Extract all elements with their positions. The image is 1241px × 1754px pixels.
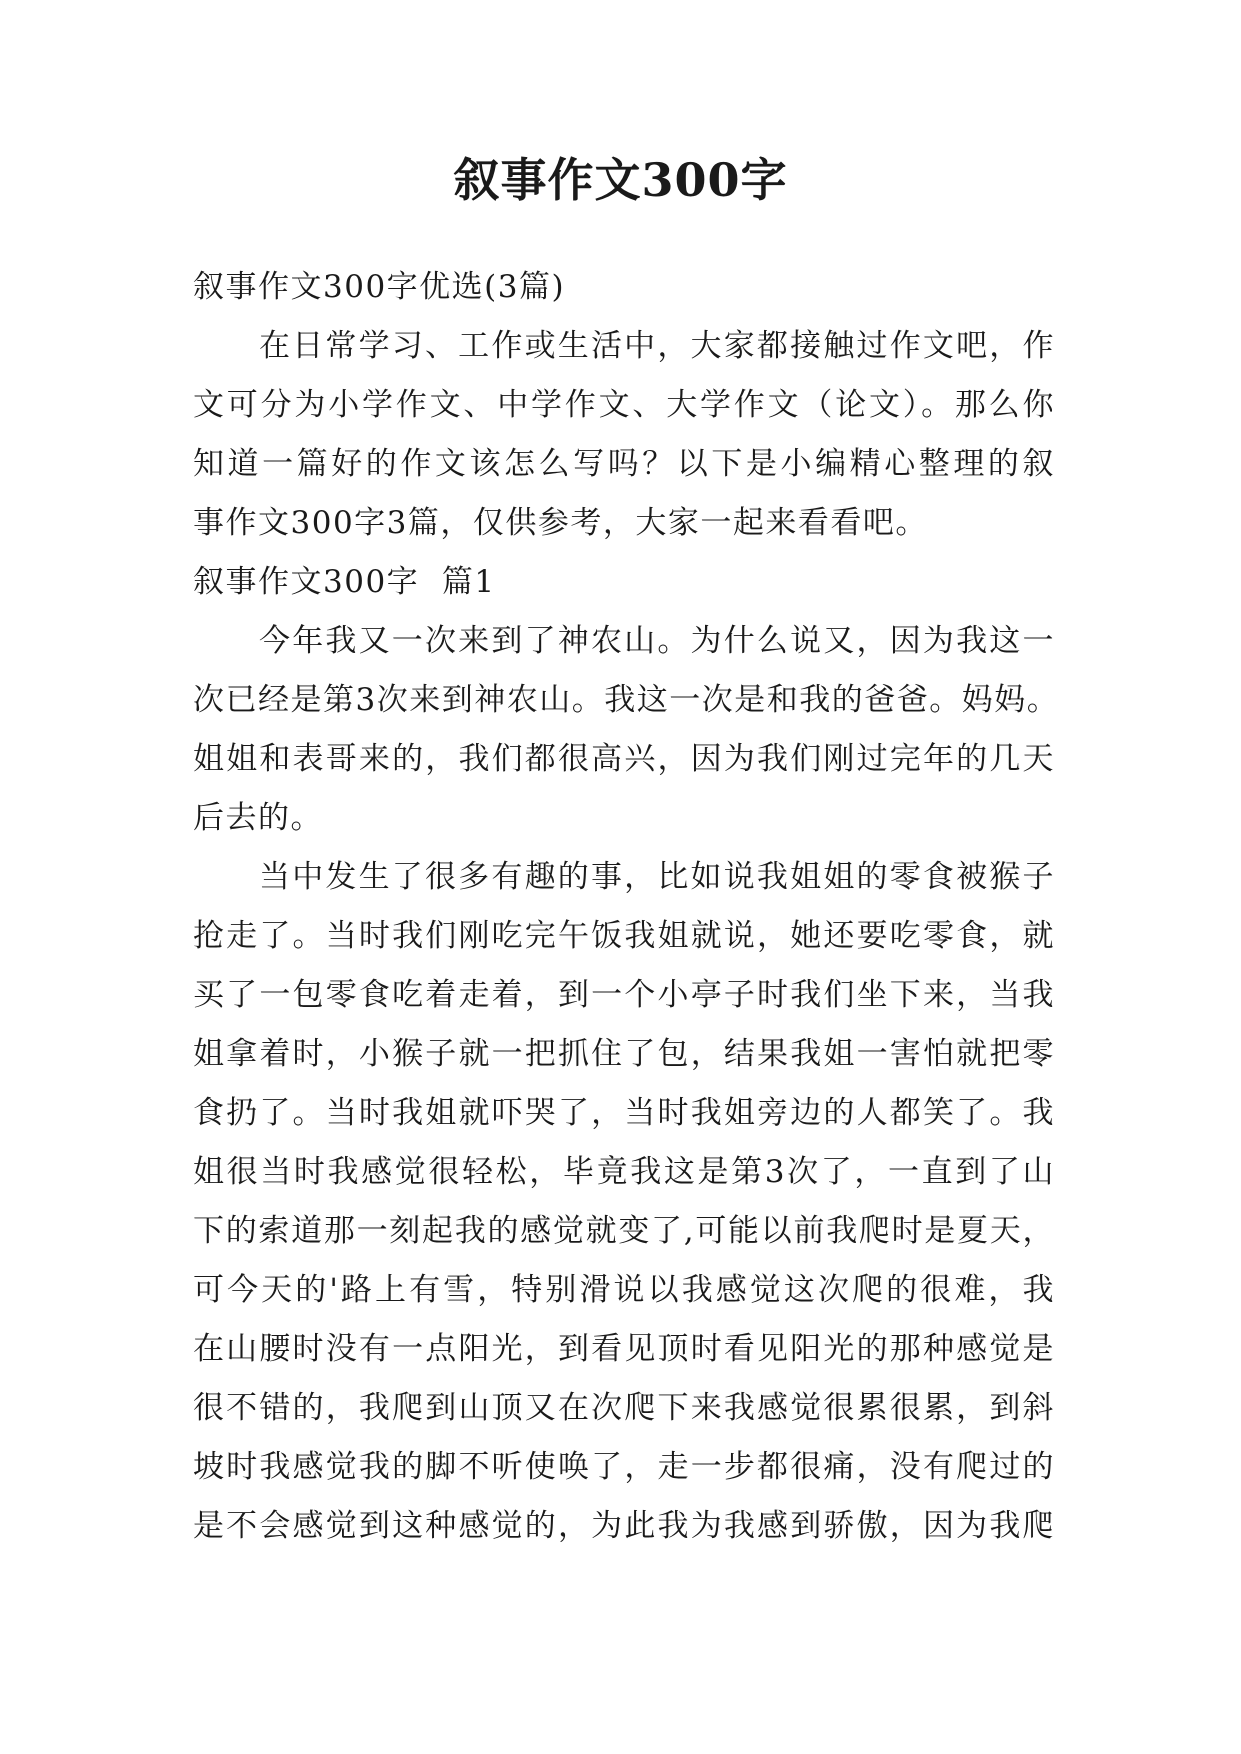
paragraph-line: 在山腰时没有一点阳光，到看见顶时看见阳光的那种感觉是 [193, 1331, 1055, 1367]
paragraph-line: 文可分为小学作文、中学作文、大学作文（论文）。那么你 [193, 387, 1055, 423]
section-heading: 叙事作文300字优选(3篇) [193, 269, 566, 305]
paragraph-line: 姐很当时我感觉很轻松，毕竟我这是第3次了，一直到了山 [193, 1154, 1055, 1190]
paragraph-line: 可今天的'路上有雪，特别滑说以我感觉这次爬的很难，我 [193, 1272, 1055, 1308]
paragraph-line: 在日常学习、工作或生活中，大家都接触过作文吧，作 [259, 328, 1055, 364]
paragraph-line: 今年我又一次来到了神农山。为什么说又，因为我这一 [259, 623, 1055, 659]
paragraph-line: 下的索道那一刻起我的感觉就变了,可能以前我爬时是夏天， [193, 1213, 1055, 1249]
paragraph-line: 买了一包零食吃着走着，到一个小亭子时我们坐下来，当我 [193, 977, 1055, 1013]
paragraph-line: 当中发生了很多有趣的事，比如说我姐姐的零食被猴子 [259, 859, 1055, 895]
paragraph-line: 坡时我感觉我的脚不听使唤了，走一步都很痛，没有爬过的 [193, 1449, 1055, 1485]
paragraph-line: 抢走了。当时我们刚吃完午饭我姐就说，她还要吃零食，就 [193, 918, 1055, 954]
paragraph-line: 知道一篇好的作文该怎么写吗？以下是小编精心整理的叙 [193, 446, 1055, 482]
page-title: 叙事作文300字 [453, 153, 788, 207]
paragraph-line: 食扔了。当时我姐就吓哭了，当时我姐旁边的人都笑了。我 [193, 1095, 1055, 1131]
paragraph-line: 姐拿着时，小猴子就一把抓住了包，结果我姐一害怕就把零 [193, 1036, 1055, 1072]
paragraph-line: 是不会感觉到这种感觉的，为此我为我感到骄傲，因为我爬 [193, 1508, 1055, 1544]
paragraph-line: 次已经是第3次来到神农山。我这一次是和我的爸爸。妈妈。 [193, 682, 1060, 718]
paragraph-line: 很不错的，我爬到山顶又在次爬下来我感觉很累很累，到斜 [193, 1390, 1055, 1426]
paragraph-line: 事作文300字3篇，仅供参考，大家一起来看看吧。 [193, 505, 928, 541]
section-heading: 叙事作文300字 篇1 [193, 564, 496, 600]
body-text [193, 258, 1060, 1556]
paragraph-line: 后去的。 [193, 800, 323, 836]
paragraph-line: 姐姐和表哥来的，我们都很高兴，因为我们刚过完年的几天 [193, 741, 1055, 777]
